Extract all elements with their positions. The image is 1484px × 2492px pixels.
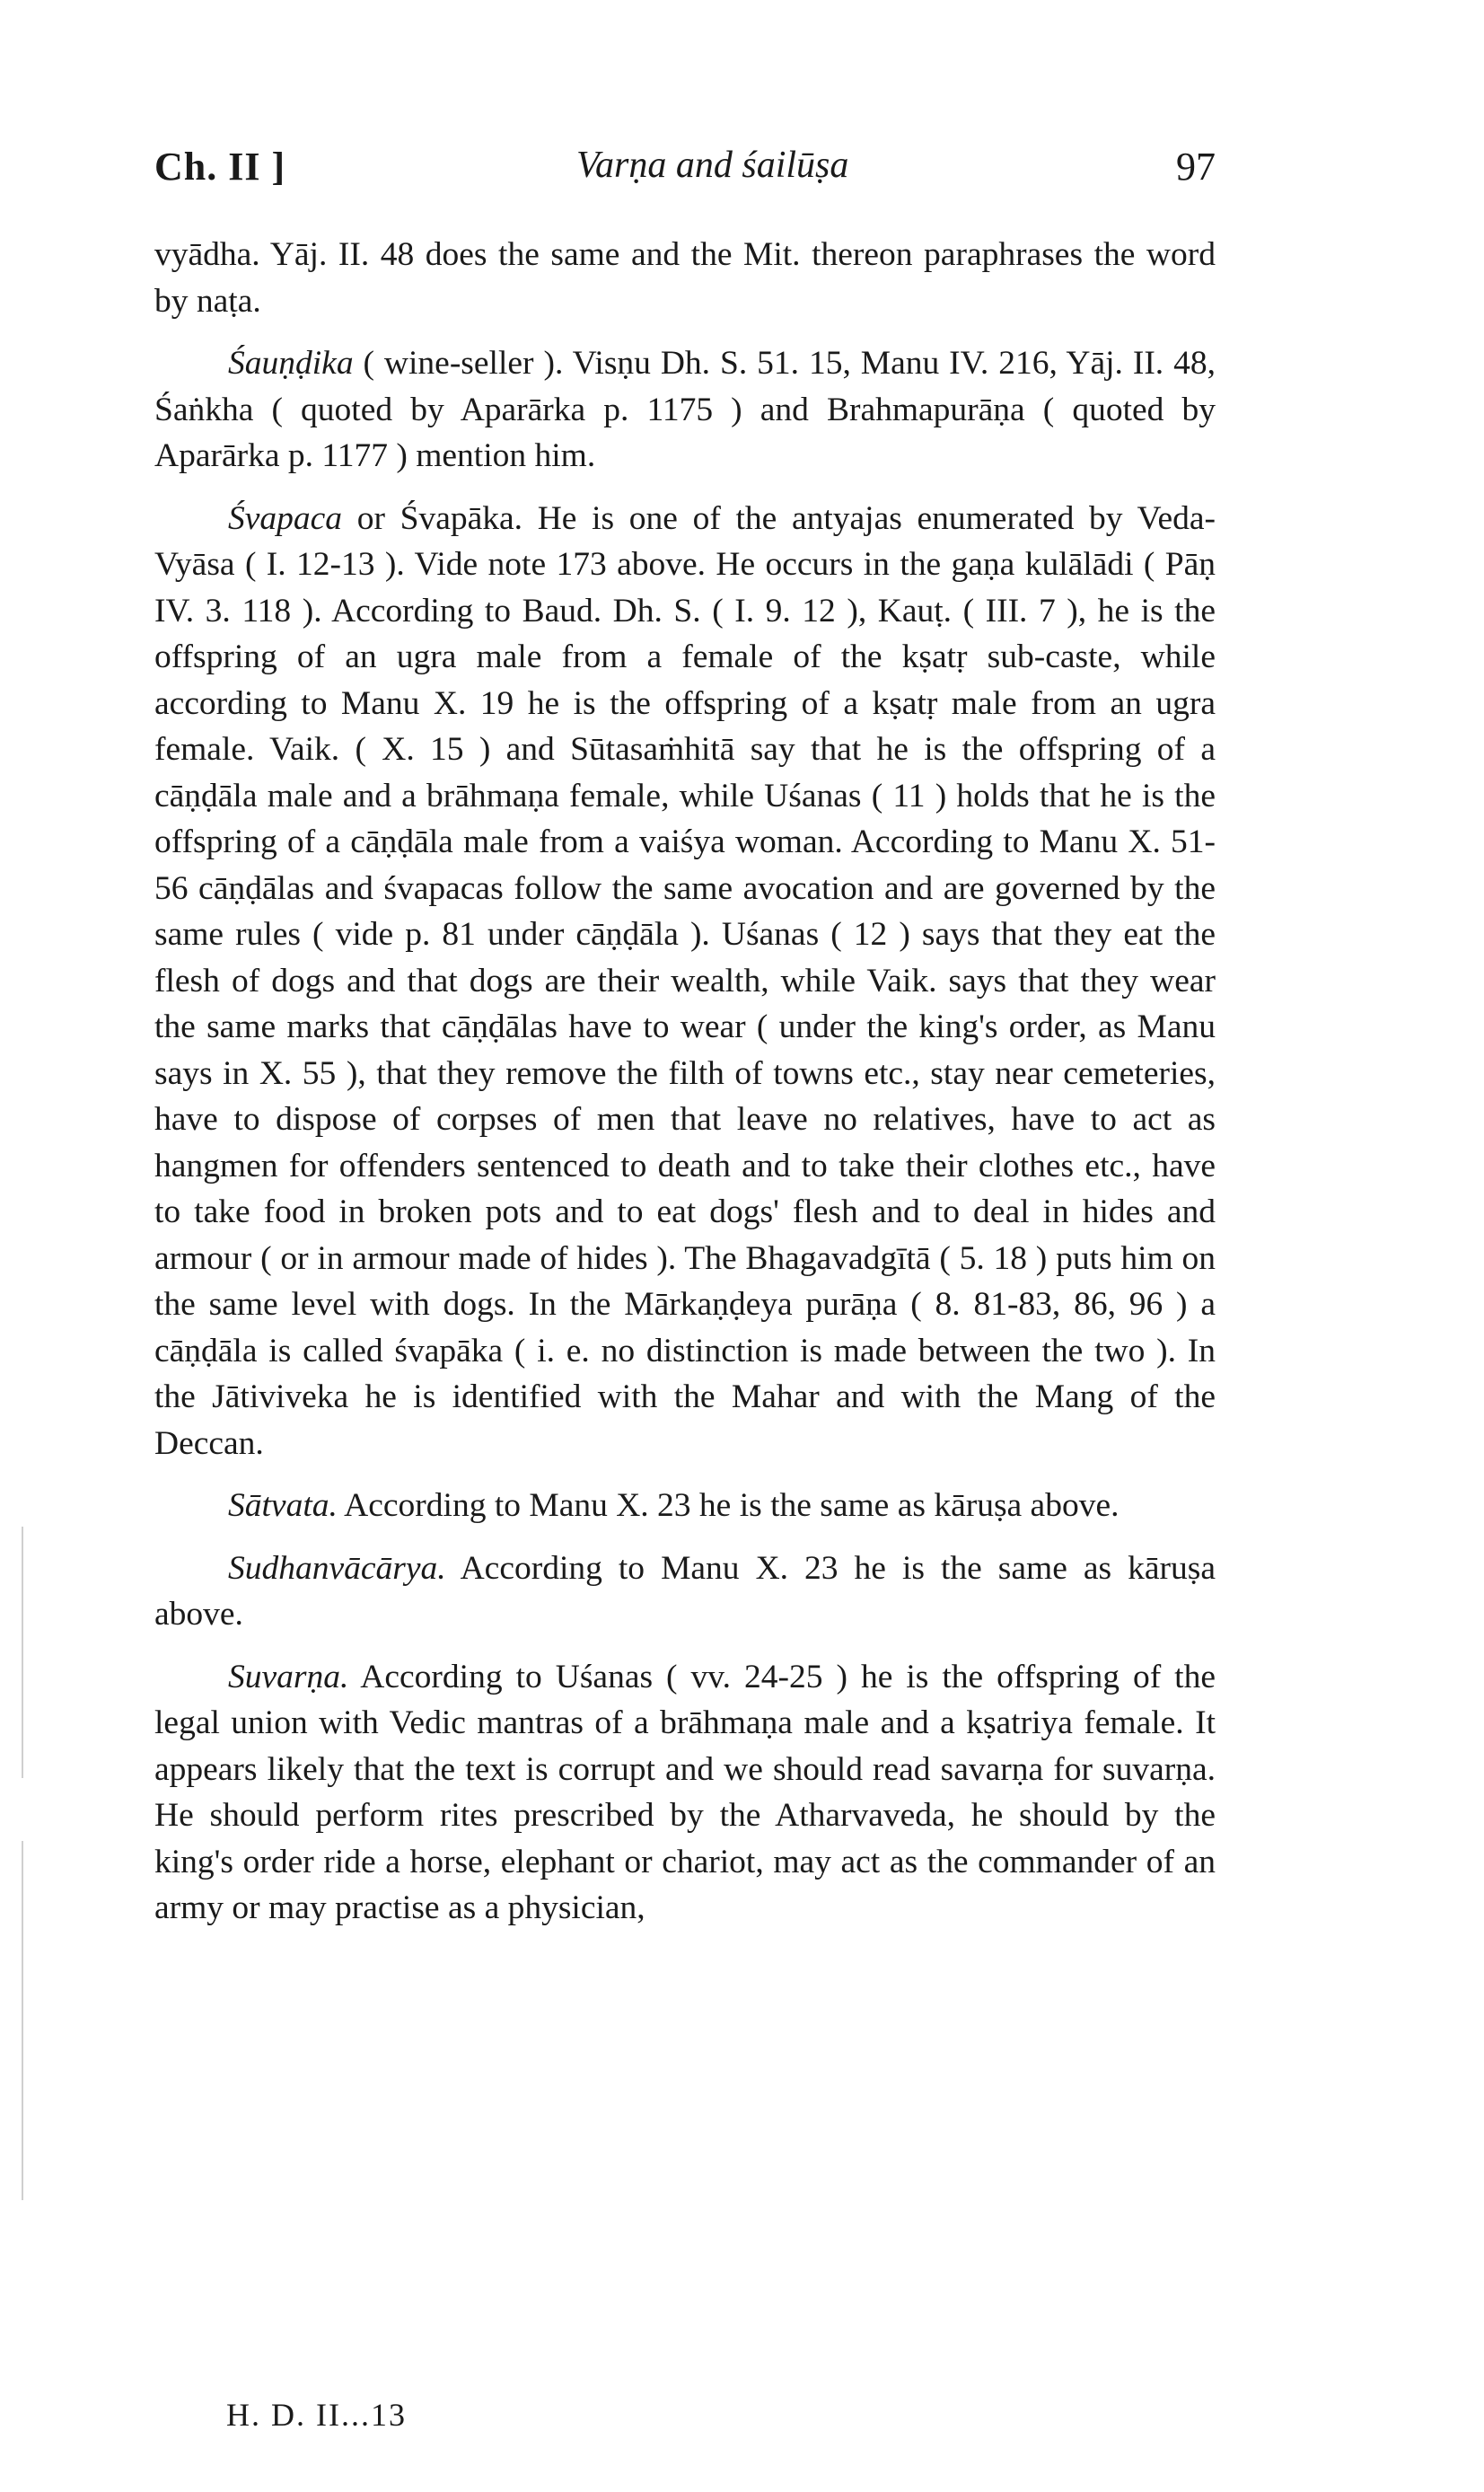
entry-term: Sātvata. [228,1487,338,1524]
entry-term: Suvarṇa. [228,1658,349,1695]
paragraph-text: According to Manu X. 23 he is the same as kāruṣa above. [337,1487,1120,1524]
running-header [154,144,1216,198]
paragraph-suvarna [154,1654,1216,1932]
paragraph-vyadha [154,232,1216,324]
paragraph-text: ( wine-seller ). Visṇu Dh. S. 51. 15, Manu IV. 216, Yāj. II. 48, Śaṅkha ( quoted by Aparārka p. 1175 ) and Brahmapurāṇa ( quoted by Aparārka p. 1177 ) mention him. [154,345,1216,474]
paragraph-text: vyādha. Yāj. II. 48 does the same and the Mit. thereon paraphrases the word by naṭa. [154,236,1216,320]
paragraph-sudhanvacarya [154,1545,1216,1638]
scan-margin-line [22,1527,23,1778]
entry-term: Śauṇḍika [228,345,354,382]
paragraph-text: or Śvapāka. He is one of the antyajas enumerated by Veda-Vyāsa ( I. 12-13 ). Vide note 173 above. He occurs in the gaṇa kulālādi ( Pāṇ IV. 3. 118 ). According to Baud. Dh. S. ( I. 9. 12 ), Kauṭ. ( III. 7 ), he is the offspring of an ugra male from a female of the kṣatṛ sub-caste, while according to Manu X. 19 he is the offspring of a kṣatṛ male from an ugra female. Vaik. ( X. 15 ) and Sūtasaṁhitā say that he is the offspring of a cāṇḍāla male and a brāhmaṇa female, while Uśanas ( 11 ) holds that he is the offspring of a cāṇḍāla male from a vaiśya woman. According to Manu X. 51-56 cāṇḍālas and śvapacas follow the same avocation and are governed by the same rules ( vide p. 81 under cāṇḍāla ). Uśanas ( 12 ) says that they eat the flesh of dogs and that dogs are their wealth, while Vaik. says that they wear the same marks that cāṇḍālas have to wear ( under the king's order, as Manu says in X. 55 ), that they remove the filth of towns etc., stay near cemeteries, have to dispose of corpses of men that leave no relatives, have to act as hangmen for offenders sentenced to death and to take their clothes etc., have to take food in broken pots and to eat dogs' flesh and to deal in hides and armour ( or in armour made of hides ). The Bhagavadgītā ( 5. 18 ) puts him on the same level with dogs. In the Mārkaṇḍeya purāṇa ( 8. 81-83, 86, 96 ) a cāṇḍāla is called śvapāka ( i. e. no distinction is made between the two ). In the Jātiviveka he is identified with the Mahar and with the Mang of the Deccan. [154,499,1216,1462]
running-title: Varṇa and śailūṣa [576,145,849,186]
paragraph-saundika [154,340,1216,480]
chapter-label: Ch. II ] [154,145,286,189]
paragraph-svapaca [154,496,1216,1467]
paragraph-text: According to Manu X. 23 he is the same as kāruṣa above. [154,1549,1216,1633]
entry-term: Śvapaca [228,499,343,537]
body-text [154,232,1216,1948]
page-number: 97 [1176,145,1216,189]
scan-margin-line [22,1841,23,2200]
entry-term: Sudhanvācārya. [228,1549,446,1587]
paragraph-satvata [154,1483,1216,1529]
signature-mark: H. D. II...13 [226,2397,407,2433]
paragraph-text: According to Uśanas ( vv. 24-25 ) he is the offspring of the legal union with Vedic mantras of a brāhmaṇa male and a kṣatriya female. It appears likely that the text is corrupt and we should read savarṇa for suvarṇa. He should perform rites prescribed by the Atharvaveda, he should by the king's order ride a horse, elephant or chariot, may act as the commander of an army or may practise as a physician, [154,1658,1216,1926]
